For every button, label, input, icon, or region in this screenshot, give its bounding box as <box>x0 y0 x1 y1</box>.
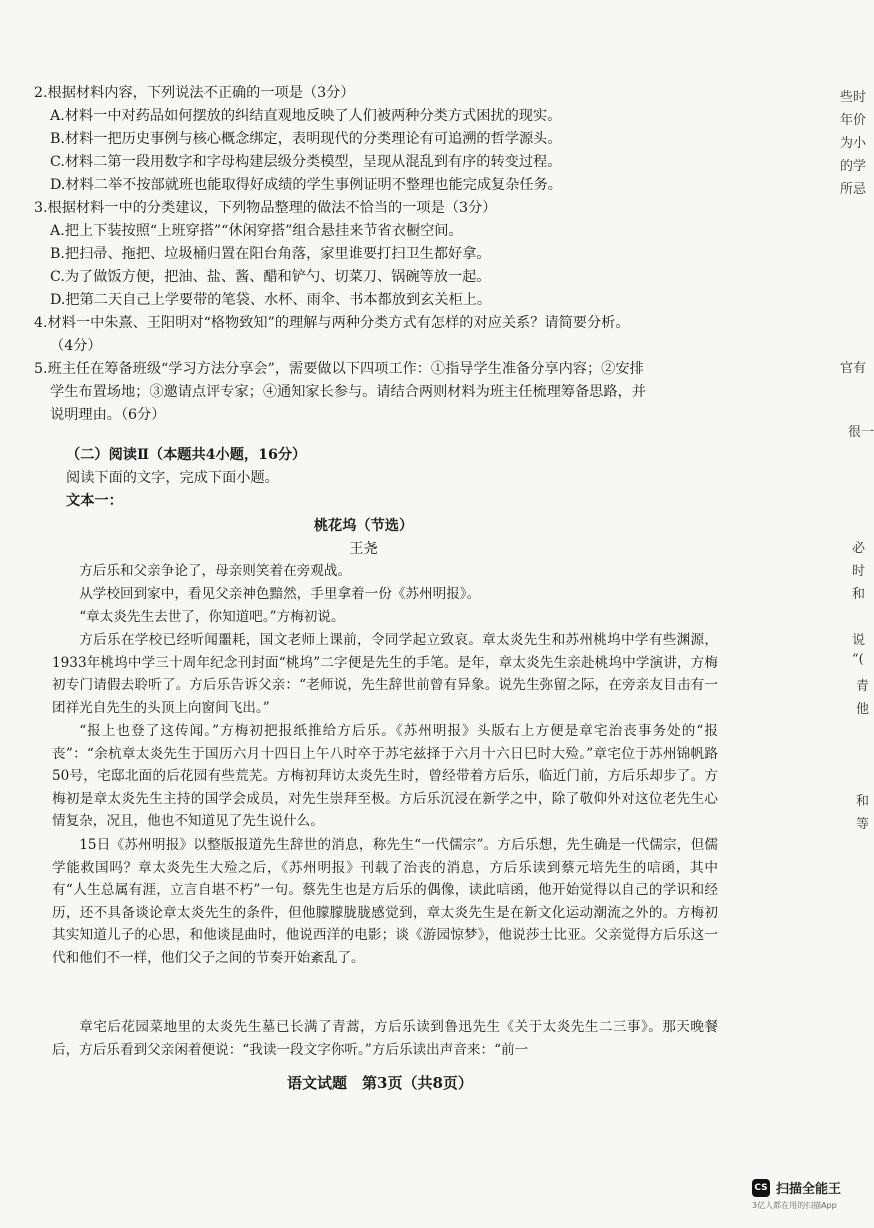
edge-text: 官有 <box>840 361 867 376</box>
passage-title: 桃花坞（节选） <box>313 518 414 534</box>
question-2-option-a: A.材料一中对药品如何摆放的纠结直观地反映了人们被两种分类方式困扰的现实。 <box>50 108 562 124</box>
passage-paragraph-3: “章太炎先生去世了，你知道吧。”方梅初说。 <box>79 609 345 625</box>
passage-paragraph-1: 方后乐和父亲争论了，母亲则笑着在旁观战。 <box>79 563 352 579</box>
question-2-option-d: D.材料二举不按部就班也能取得好成绩的学生事例证明不整理也能完成复杂任务。 <box>50 177 562 193</box>
section-heading: （二）阅读Ⅱ（本题共4小题，16分） <box>66 447 307 463</box>
question-5-line-2: 学生布置场地；③邀请点评专家；④通知家长参与。请结合两则材料为班主任梳理筹备思路，并 <box>50 384 646 400</box>
edge-text: 所忌 <box>840 182 867 197</box>
edge-text: 年价 <box>840 113 867 128</box>
edge-text: 和 <box>852 587 866 602</box>
edge-text: “( <box>852 652 864 667</box>
question-5-line-3: 说明理由。（6分） <box>50 407 166 423</box>
edge-text: 必 <box>852 541 866 556</box>
passage-author: 王尧 <box>349 541 378 557</box>
question-3-option-c: C.为了做饭方便，把油、盐、酱、醋和铲勺、切菜刀、锅碗等放一起。 <box>50 269 491 285</box>
edge-text: 等 <box>856 817 870 832</box>
scanner-app-badge <box>752 1178 842 1210</box>
edge-text: 为小 <box>840 136 867 151</box>
app-name: 扫描全能王 <box>776 1182 842 1197</box>
question-2-option-b: B.材料一把历史事例与核心概念绑定，表明现代的分类理论有可追溯的哲学源头。 <box>50 131 562 147</box>
edge-text: 青 <box>856 679 870 694</box>
camscanner-icon: CS <box>752 1179 770 1197</box>
question-4-line-1: 4.材料一中朱熹、王阳明对“格物致知”的理解与两种分类方式有怎样的对应关系？请简要分析。 <box>34 315 630 331</box>
page-footer: 语文试题 第3页（共8页） <box>287 1074 473 1092</box>
passage-paragraph-5: “报上也登了这传闻。”方梅初把报纸推给方后乐。《苏州明报》头版右上方便是章宅治丧事务处的“报丧”：“余杭章太炎先生于国历六月十四日上午八时卒于苏宅兹择于六月十六日巳时大殓。”章宅位于苏州锦帆路50号，宅邸北面的后花园有些荒芜。方梅初拜访太炎先生时，曾经带着方后乐，临近门前，方后乐却步了。方梅初是章太炎先生主持的国学会成员，对先生崇拜至极。方后乐沉浸在新学之中，除了敬仰外对这位老先生心情复杂，况且，他也不知道见了先生说什么。 <box>52 723 718 830</box>
question-2-stem: 2.根据材料内容，下列说法不正确的一项是（3分） <box>34 85 355 101</box>
passage-paragraph-7: 章宅后花园菜地里的太炎先生墓已长满了青蒿，方后乐读到鲁迅先生《关于太炎先生二三事》。那天晚餐后，方后乐看到父亲闲着便说：“我读一段文字你听。”方后乐读出声音来：“前一 <box>52 1019 718 1058</box>
question-3-option-b: B.把扫帚、拖把、垃圾桶归置在阳台角落，家里谁要打扫卫生都好拿。 <box>50 246 491 262</box>
question-5-line-1: 5.班主任在筹备班级“学习方法分享会”，需要做以下四项工作：①指导学生准备分享内容；②安排 <box>34 361 644 377</box>
edge-text: 和 <box>856 794 870 809</box>
edge-text: 他 <box>856 702 870 717</box>
section-instruction: 阅读下面的文字，完成下面小题。 <box>66 470 279 486</box>
question-3-option-a: A.把上下装按照“上班穿搭”“休闲穿搭”组合悬挂来节省衣橱空间。 <box>50 223 463 239</box>
question-3-stem: 3.根据材料一中的分类建议，下列物品整理的做法不恰当的一项是（3分） <box>34 200 497 216</box>
question-3-option-d: D.把第二天自己上学要带的笔袋、水杯、雨伞、书本都放到玄关柜上。 <box>50 292 492 308</box>
edge-text: 些时 <box>840 90 867 105</box>
edge-text: 很一 <box>848 425 874 440</box>
text-label: 文本一： <box>66 493 123 509</box>
question-2-option-c: C.材料二第一段用数字和字母构建层级分类模型，呈现从混乱到有序的转变过程。 <box>50 154 562 170</box>
edge-text: 的学 <box>840 159 867 174</box>
passage-paragraph-4: 方后乐在学校已经听闻噩耗，国文老师上课前，令同学起立致哀。章太炎先生和苏州桃坞中学有些渊源，1933年桃坞中学三十周年纪念刊封面“桃坞”二字便是先生的手笔。是年，章太炎先生亲赴桃坞中学演讲，方梅初专门请假去聆听了。方后乐告诉父亲：“老师说，先生辞世前曾有异象。说先生弥留之际，在旁亲友目击有一团祥光自先生的头顶上向窗间飞出。” <box>52 632 718 716</box>
edge-text: 说 <box>852 633 866 648</box>
edge-text: 时 <box>852 564 866 579</box>
passage-paragraph-6: 15日《苏州明报》以整版报道先生辞世的消息，称先生“一代儒宗”。方后乐想，先生确是一代儒宗，但儒学能救国吗？章太炎先生大殓之后，《苏州明报》刊载了治丧的消息，方后乐读到蔡元培先生的唁函，其中有“人生总属有涯，立言自堪不朽”一句。蔡先生也是方后乐的偶像，读此唁函，他开始觉得以自己的学识和经历，还不具备谈论章太炎先生的条件，但他朦朦胧胧感觉到，章太炎先生是在新文化运动潮流之外的。方梅初其实知道儿子的心思，和他谈昆曲时，他说西洋的电影；谈《游园惊梦》，他说莎士比亚。父亲觉得方后乐这一代和他们不一样，他们父子之间的节奏开始紊乱了。 <box>52 837 718 966</box>
question-4-line-2: （4分） <box>50 338 102 354</box>
app-tagline: 3亿人都在用的扫描App <box>752 1201 837 1210</box>
passage-paragraph-2: 从学校回到家中，看见父亲神色黯然，手里拿着一份《苏州明报》。 <box>79 586 481 602</box>
